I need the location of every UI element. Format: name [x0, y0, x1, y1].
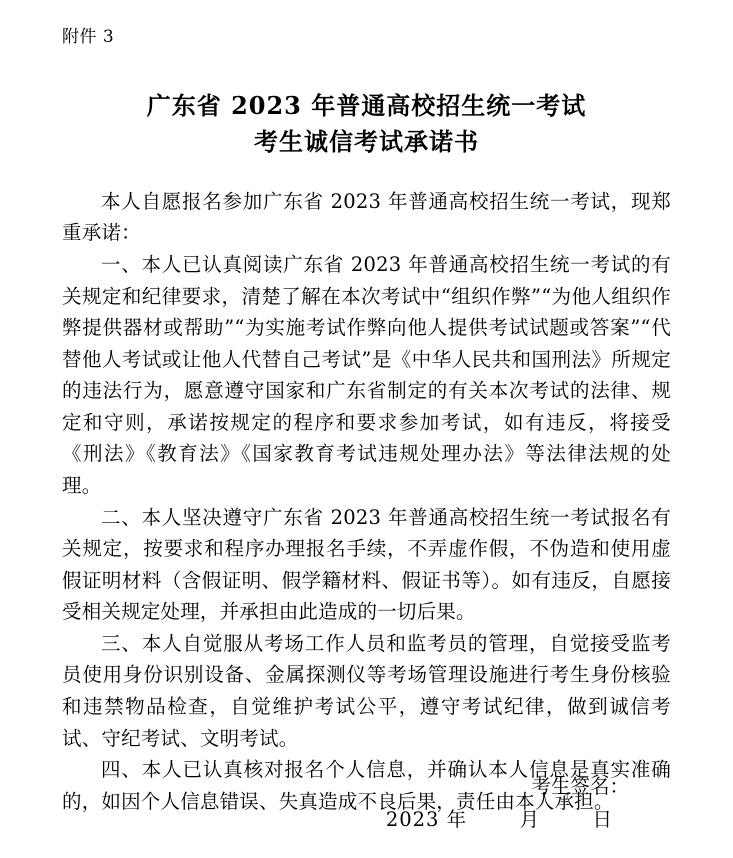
document-title — [62, 88, 671, 160]
paragraph-intro: 本人自愿报名参加广东省 2023 年普通高校招生统一考试，现郑重承诺： — [62, 189, 671, 245]
title-line-2: 考生诚信考试承诺书 — [254, 126, 479, 156]
paragraph-item-4: 四、本人已认真核对报名个人信息，并确认本人信息是真实准确的，如因个人信息错误、失真造成不良后果，责任由本人承担。 — [62, 758, 671, 813]
signature-year: 2023 年 — [385, 807, 468, 831]
signature-name-label: 考生签名： — [531, 774, 629, 798]
paragraph-item-2: 二、本人坚决遵守广东省 2023 年普通高校招生统一考试报名有关规定，按要求和程序办理报名手续，不弄虚作假，不伪造和使用虚假证明材料（含假证明、假学籍材料、假证书等）。如有违反，自愿接受相关规定处理，并承担由此造成的一切后果。 — [62, 505, 671, 624]
signature-date — [62, 803, 671, 836]
document-body — [62, 186, 671, 818]
title-line-1: 广东省 2023 年普通高校招生统一考试 — [146, 90, 587, 120]
paragraph-item-1: 一、本人已认真阅读广东省 2023 年普通高校招生统一考试的有关规定和纪律要求，清楚了解在本次考试中“组织作弊”“为他人组织作弊提供器材或帮助”“为实施考试作弊向他人提供考试试题或答案”“代替他人考试或让他人代替自己考试”是《中华人民共和国刑法》所规定的违法行为，愿意遵守国家和广东省制定的有关本次考试的法律、规定和守则，承诺按规定的程序和要求参加考试，如有违反，将接受《刑法》《教育法》《国家教育考试违规处理办法》等法律法规的处理。 — [62, 252, 671, 497]
signature-block — [62, 770, 671, 836]
signature-month: 月 — [519, 807, 541, 831]
paragraph-item-3: 三、本人自觉服从考场工作人员和监考员的管理，自觉接受监考员使用身份识别设备、金属探测仪等考场管理设施进行考生身份核验和违禁物品检查，自觉维护考试公平，遵守考试纪律，做到诚信考试、守纪考试、文明考试。 — [62, 631, 671, 750]
signature-day: 日 — [592, 807, 613, 831]
attachment-label: 附件 3 — [62, 27, 115, 47]
